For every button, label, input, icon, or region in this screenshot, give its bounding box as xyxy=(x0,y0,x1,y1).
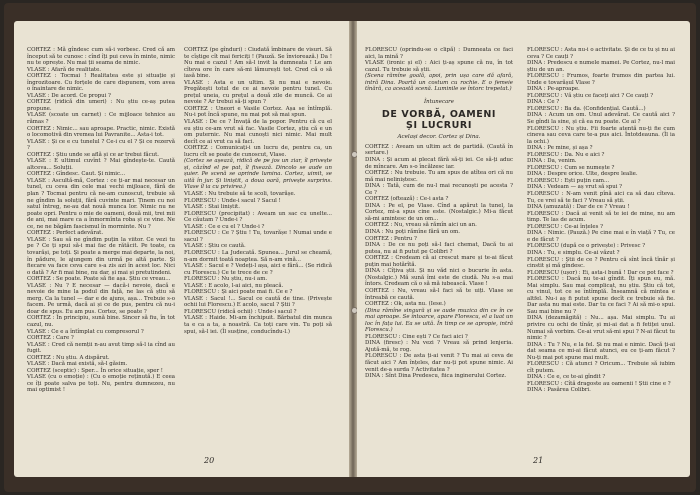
text-paragraph: CORTEZ : Pentru ? xyxy=(365,235,417,242)
text-paragraph: CORTEZ : Se poate. Poate să fie așa. Știu ce vreau... xyxy=(27,276,171,283)
text-paragraph: FLORESCU : Ba da. (Confidențial. Caută...) xyxy=(527,105,646,112)
right-column-2 xyxy=(527,47,675,394)
text-paragraph: CORTEZ : Ok, asta nu. (Iese.) xyxy=(365,301,446,308)
text-paragraph: VLASE : Nu trebuie să te scoli, tovarășe. xyxy=(184,191,296,198)
text-paragraph: CORTEZ : Aveam un ultim act de partidă. (Caută în sertare.) xyxy=(365,143,513,157)
text-paragraph: FLORESCU : Ești puțin cam... xyxy=(527,177,610,184)
text-paragraph: FLORESCU : Nu știu. Fii foarte atentă nu-ți fie cum cineva sau ceva care te-a pus aici. Întotdeauna. (Îl ia la ochi.) xyxy=(527,125,675,145)
text-paragraph: FLORESCU : Cîtă dragoste au oamenii ! Știi cine e ? xyxy=(527,380,671,387)
text-paragraph: FLORESCU : Cum se numește ? xyxy=(527,164,615,171)
section-title xyxy=(365,109,513,141)
text-paragraph: DINA : Acum un om. Unul adevărat. Ce caută aici ? Se gîndi la sine, și că ea nu poate. Ce ai ? xyxy=(527,112,675,126)
text-paragraph: VLASE : E acolo, l-ai aici, nu pleacă. xyxy=(184,282,284,289)
text-paragraph: DINA : Nu poți rămîne fără un om. xyxy=(365,229,460,236)
text-paragraph: DINA : Ce e, ce te-ai gîndit ? xyxy=(527,374,606,381)
text-paragraph: FLORESCU : Nu știu, nu-i am. xyxy=(184,276,268,283)
text-paragraph: CORTEZ (sceptic) : Sper... În orice situație, sper ! xyxy=(27,367,163,374)
text-paragraph: CORTEZ : Uneori e Vasile Cortez. Așa se întîmplă. Nu-i pot încă spune, nu mai pot să mai spun. xyxy=(184,105,332,119)
text-paragraph: CORTEZ : Nimic... sau aproape. Practic, nimic. Există o locomotivă din vremea lui Pavranite... Asta-i tot. xyxy=(27,125,175,139)
text-paragraph: FLORESCU (ușor) : Ei, asta-i bună ! Dar ce pot face ? xyxy=(527,269,674,276)
text-paragraph: CORTEZ (oftează) : Ce-i asta ? xyxy=(365,196,449,203)
text-paragraph: VLASE : Sau să ne gîndim puțin la viitor. Ce vezi tu pe ? Ce ți spui să-i mai fac de rătăcit. Pe toate, ca tovarăși, pe toți. Și poate a merge mai departe, la noi, în pădure, le ajungem din urmă pe altă parte. Și fiecare va face ceva care s-a zis azi în acest loc. Nici o dată ? Ar fi mai bine, nu dar, și mai și pretutindeni. xyxy=(27,236,175,276)
text-paragraph: VLASE : Sacul e ? Vedeți-l așa, aici e fără... (Se ridică cu Florescu.) Ce te trece de ce ? xyxy=(184,263,332,276)
section-title-line-1: DE VORBĂ, OAMENI xyxy=(381,109,497,121)
text-paragraph: VLASE : De ce ? Învață de la popor. Pentru că cu el eu știu ce-am vrut să fac. Vasile Cortez, știu că e un om puternic. Nu mai cunoști nici nimic. Mai mult decît ce ai vrut ca să faci. xyxy=(184,119,332,145)
text-paragraph: FLORESCU : La Judecată. Spunea... Jurul se cheamă, n-am dormit toată noaptea. Să n-am vină... xyxy=(184,249,332,263)
text-paragraph: FLORESCU (oprindu-se o clipă) : Dumneata ce faci aici, la mină ? xyxy=(365,47,513,60)
text-paragraph: CORTEZ : Nu, vreau să-l faci să te uiți. Vlase se întreabă ce caută. xyxy=(365,287,513,301)
section-title-line-2: ȘI LUCRURI xyxy=(406,120,472,132)
text-paragraph: VLASE (cu o emoție) : (Cu o emoție reținută.) E ceea ce îți poate salva pe toți. Nu, pentru dumnezeu, nu mai optimist ! xyxy=(27,374,175,394)
right-column-1 xyxy=(365,47,513,380)
text-paragraph: VLASE : Ce e a întîmplat cu compresorul ? xyxy=(27,328,144,335)
text-paragraph: CORTEZ : Gîndesc. Caut. Și nimic... xyxy=(27,171,126,178)
text-paragraph: FLORESCU : N-am venit pînă aici ca să dau cîteva. Tu, ce vrei să te faci ? Vreau să știi. xyxy=(527,191,675,204)
text-paragraph: CORTEZ (ridică din umeri) : Nu știu ce-aș putea propune. xyxy=(27,99,175,112)
text-paragraph: FLORESCU : Da. Nu e aici ? xyxy=(527,151,605,158)
text-paragraph: VLASE : Sacul !... Sacul ce caută de tine. (Privește ochii lui Florescu.) E acolo, sacul ? Știi ? xyxy=(184,295,332,309)
text-paragraph: VLASE : Dacă mai există, să-l găsim. xyxy=(27,361,128,368)
text-paragraph: FLORESCU : Ce-ai înțeles ? xyxy=(527,223,603,230)
text-paragraph: DINA (amuzată) : Dar de ce ? Vreau ! xyxy=(527,204,630,211)
open-book xyxy=(4,3,696,492)
text-paragraph: FLORESCU : Vă știu ce faceți aici ? Ce cauți ? xyxy=(527,92,654,99)
text-paragraph: FLORESCU : Știi de ce ? Pentru că sînt încă tînăr și cinstit și mă gîndesc. xyxy=(527,256,675,270)
text-paragraph: DINA : Tată, cum de nu-l mai recunoști pe acesta ? Ce ? xyxy=(365,183,513,196)
text-paragraph: FLORESCU : Asta nu-i o activitate. Și de ce tu și nu ai ceva ? Ce cauți ? xyxy=(527,47,675,60)
text-paragraph: FLORESCU : Și aici poate mai fi. Ce e ? xyxy=(184,289,293,296)
text-paragraph: DINA : Despre orice. Ulte, despre lealie. xyxy=(527,171,638,178)
text-paragraph: CORTEZ : Nu, vreau să rămîn aici un an. xyxy=(365,222,477,229)
text-paragraph: FLORESCU (ridică ochii) : Unde-i sacul ? xyxy=(184,308,297,315)
text-paragraph: (Cortez se așează, ridică de pe jos un ziar, îl privește și, căzînd el pe pat, îl fixează. Dincolo se aude un șuier. Pe scenă se aprinde lumina. Cortez, uimit, se uită în jur. Și liniștit, a doua oară, privește surprins. Vlase îl ia cu privirea.) xyxy=(184,158,332,191)
text-paragraph: DINA (firesc) : Nu vezi ? Vreau să prind lenjeria. Ajută-mă, te rog. xyxy=(365,340,513,353)
left-column-2 xyxy=(184,47,332,335)
text-paragraph: FLORESCU : Ce ? Știu ! Tu, tovarășe ! Numai unde e sacul ? xyxy=(184,230,332,243)
text-paragraph: VLASE : Afară de realitate. xyxy=(27,66,101,73)
text-paragraph: VLASE : Haide. Mi-am închipuit. Bărbatul din munca ta e ca a ta, a noastră. Ca toți care vin. Tu poți să spui, să-l iei. (Îl susține, conducîndu-l.) xyxy=(184,315,332,335)
left-column-1 xyxy=(27,47,175,394)
text-paragraph: FLORESCU : Că atunci ? Oricum... Trebuie să iubim cît putem. xyxy=(527,361,675,374)
text-paragraph: VLASE (ironic și el) : Aici ți-aș spune că nu, în tot cazul. Tu trebuie să știi. xyxy=(365,60,513,73)
text-paragraph: CORTEZ : Știu unde se află și ce ar trebui făcut. xyxy=(27,151,160,158)
page-number-right: 21 xyxy=(533,456,544,465)
text-paragraph: VLASE : Ce e cu el ? Unde-i ? xyxy=(184,223,265,230)
left-page xyxy=(14,21,349,477)
text-paragraph: FLORESCU : De asta ți-ai venit ? Tu mai ai ceva de făcut aici ? Am înțeles, dar nu-ți pot spune nimic. Ai venit de-a surda ? Activitatea ? xyxy=(365,353,513,373)
text-paragraph: VLASE : E ultimul cuvînt ? Mai gîndește-te. Caută altceva... Soluții. xyxy=(27,158,175,171)
text-paragraph: FLORESCU (după ce o privește) : Privesc ? xyxy=(527,243,646,250)
text-paragraph: DINA : Sînt Dina Predescu, fiica inginerului Cortez. xyxy=(365,373,507,380)
text-paragraph: (Dina rămîne singură și se aude muzica din ce în ce mai aproape. Se întoarce, apare Florescu, el a luat un loc în fața lui. Ea se uită. În timp ce se apropie, intră Florescu.) xyxy=(365,307,513,334)
text-paragraph: DINA (dezamăgită) : Nu... așa. Mai simplu. Tu ai privire cu ochi de tînăr, și mi-ai dat a fi fetiței unul. Numai să vorbim. Ce-ai vrut să-mi spui ? N-ai făcut tu nimic ? xyxy=(527,315,675,342)
text-paragraph: VLASE : Stai liniștit. xyxy=(184,204,240,211)
scene-break: Întunecare xyxy=(424,98,454,105)
text-paragraph: DINA : Cîțiva știi. Și nu văd nici o bucurie în asta. (Nostalgic.) Mă sună îmi este de ciudă. Nu s-a mai întors. Credeam că o să mă iubească. Vlase ! xyxy=(365,268,513,288)
text-paragraph: CORTEZ : Nu știu. A dispărut. xyxy=(27,354,110,361)
text-paragraph: CORTEZ : Nu trebuie. Tu am spus de atîtea ori că nu mă mai neliniștesc. xyxy=(365,170,513,183)
text-paragraph: CORTEZ : În principiu, sună bine. Sincer să fiu, în tot cazul, nu. xyxy=(27,315,175,328)
text-paragraph: VLASE (scoate un carnet) : Ce mijloace tehnice au rămas ? xyxy=(27,112,175,126)
text-paragraph: CORTEZ : Tocmai ! Realitatea este și situație și îngrozitoare. Cu forțele de care dispunem, vom avea o înaintare de nimic. xyxy=(27,73,175,93)
text-paragraph: (Scena rămîne goală, apoi, prin ușa care dă afară, intră Dina. Poartă un costum cu rochie. E o femeie tînără, ca această scenă. Luminile se întorc trepetat.) xyxy=(365,73,513,93)
text-paragraph: VLASE : Asta e un ultim. Și nu mai e nevoie. Pregătești totul de ce ai nevoie pentru tunel. Cu prețul uneia, cu prețul a două zile de muncă. Ce ai nevoie ? Ar trebui să-ți spun ? xyxy=(184,79,332,106)
text-paragraph: DINA : Pe-aproape. xyxy=(527,86,580,93)
text-paragraph: FLORESCU : Frumos, foarte frumos din partea lui. Unde e tovarășul Vlase ? xyxy=(527,73,675,86)
text-paragraph: VLASE : Ascultă-mă, Cortez : ce ți-ar mai necesar un tunel, cu ceva din cele mai vechi mijloace, fără de plan ? Tocmai pentru că ne-am cunoscut, trebuie să ne gîndim la soluții, fără cuvinte mari. Ținem cu noi satul întreg, ne-au dat nouă munca lor. Nimic nu ne poate opri. Pentru o mie de oameni, două mii, trei mii de ani, mai mare ca a înmormînta roba și ce vine. Ne ce, ne ne băgăm fascismul în morminte. Nu ? xyxy=(27,177,175,230)
text-paragraph: DINA : Pasărea Colibri. xyxy=(527,387,591,394)
text-paragraph: CORTEZ : Mă gîndesc cum să-i vorbesc. Cred că am început să te cunosc : cînd îți pui ceva în minte, nimic nu te oprește. Nu mai ții seama de nimic. xyxy=(27,47,175,67)
text-paragraph: FLORESCU (precipitat) : Aveam un sac cu unelte... Ce căutam ? Unde-i ? xyxy=(184,210,332,224)
text-paragraph: DINA : Da, venim. xyxy=(527,158,577,165)
text-paragraph: CORTEZ (pe gînduri) : Ciudată îmbinare de visuri. Să te cîștige cît mai fericiți ! (Pauză. Se înviorează.) Da ! Nu mai e cazul ! Am să-l invit la dumneata ! Le am cîteva ore în care să-mi lămurești tot. Cred că o să iasă bine. xyxy=(184,47,332,80)
text-paragraph: VLASE : De acord. Ce propui ? xyxy=(27,92,111,99)
text-paragraph: CORTEZ : Comunicați-i un lucru de, pentru ca, un lucru cît se poate de cunoscut, Vlase. xyxy=(184,145,332,158)
text-paragraph: VLASE : Nu ? E necesar — dacă-i nevoie, dacă e nevoie de mine la podul din față, ne las că știu să merg. Ca la tunel — dar e de ajuns, așa... Trebuie s-o facem. Pe urmă, dacă ai și ce de pus, pentru că nu-i doar de spus. Eu am pus. Cortez, se poate ? xyxy=(27,282,175,315)
text-paragraph: DINA : Pe el, pe Vlase. Cînd a apărut la tunel, la Cortez, mi-a spus cine este. (Nostalgic.) Mi-a făcut să-mi amintesc de un om... xyxy=(365,202,513,222)
text-paragraph: DINA : Tu ? Nu, e la fel. Și nu mai e nimic. Dacă ți-ai dat seama ce mi-ai făcut atunci, eu ce ți-am făcut ? Nu-ți mai pot spune mai mult. xyxy=(527,341,675,361)
text-paragraph: VLASE : Știu ce caută. xyxy=(184,243,246,250)
text-paragraph: DINA : Predescu e numele mamei. Pe Cortez, nu-l mai știu de un an. xyxy=(527,60,675,73)
right-page xyxy=(357,21,690,477)
text-paragraph: CORTEZ : Care ? xyxy=(27,335,74,342)
text-paragraph: DINA : De ce nu poți să-l faci chemat, Dacă tu ai putea, nu ai fi putut pe Colibri ? xyxy=(365,242,513,255)
text-paragraph: VLASE : Și ce e cu tunelul ? Ce-i cu el ? Și ce rezervă ? xyxy=(27,138,175,152)
text-paragraph: CORTEZ : Perfect adevărat. xyxy=(27,230,104,237)
section-subtitle: Același decor. Cortez și Dina. xyxy=(397,134,481,141)
page-number-left: 20 xyxy=(204,456,215,465)
text-paragraph: FLORESCU : Unde-i sacul ? Sacul ! xyxy=(184,197,281,204)
text-paragraph: VLASE : Cred că nemții n-au avut timp să-l ia cînd au fugit. xyxy=(27,341,175,355)
text-paragraph: FLORESCU : Dacă nu te-ai gîndit. Îți spun eu, mă. Mai simplu. Sau mai complicat, nu știu. Știu că tot, cu vinul, tot ce se întîmplă. Înseamnă că mintea e altfel. Nu-i aș fi putut spune decît ce trebuie să fie. Dar asta nu mai este. Dar tu ce faci ? Ai să mi-o spui. Sau mai bine nu ? xyxy=(527,276,675,315)
text-paragraph: DINA : Pe mine, și așa ? xyxy=(527,145,593,152)
text-paragraph: CORTEZ : Credeam că ai crescut mare și te-ai făcut puțin mai hotărîtă. xyxy=(365,255,513,268)
text-paragraph: FLORESCU : Cine ești ? Ce faci aici ? xyxy=(365,333,468,340)
text-paragraph: DINA : Nimic. (Pauză.) Pe cine mai e în viață ? Tu, ce e de făcut ? xyxy=(527,230,675,243)
text-paragraph: DINA : Și acum ai plecat fără să-ți iei. Ce să-ți aduc de mîncare. Am s-o încălzesc iar. xyxy=(365,157,513,170)
text-paragraph: DINA : Ce ? xyxy=(527,99,560,106)
text-paragraph: DINA : Tu, e simplu. Ce-ai văzut ? xyxy=(527,249,620,256)
book-gutter xyxy=(349,21,357,477)
text-paragraph: DINA : Vedeam — aș vrut să spui ? xyxy=(527,184,623,191)
text-paragraph: FLORESCU : Dacă ai venit să te iei de mine, nu am timp. Te las de acum. xyxy=(527,210,675,224)
